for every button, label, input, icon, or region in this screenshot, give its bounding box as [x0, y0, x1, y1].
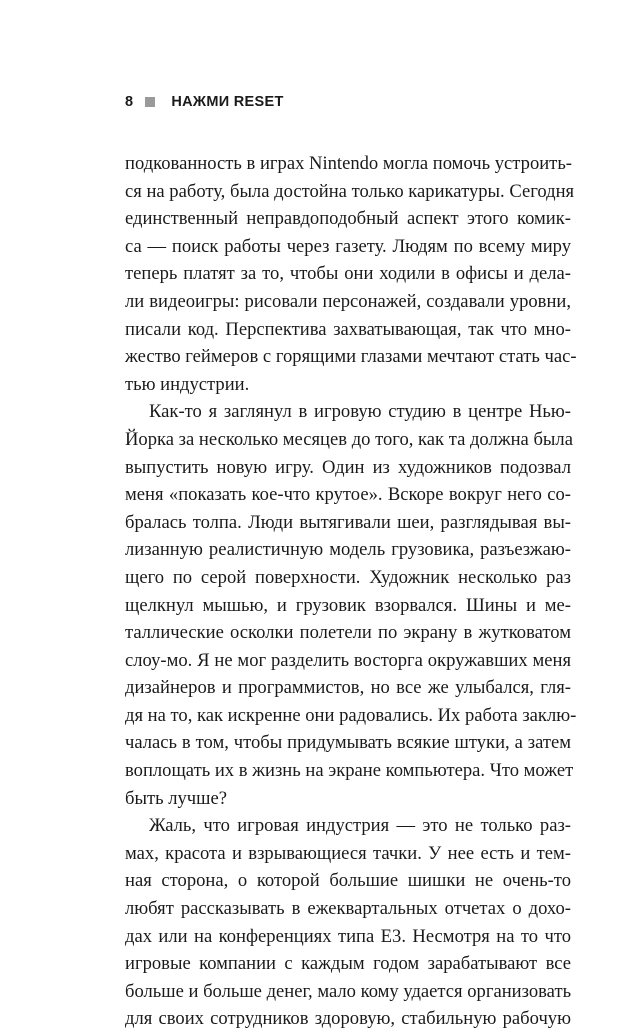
text-line: тью индустрии. [125, 373, 250, 395]
body-text [125, 150, 577, 1033]
text-line: писали код. Перспектива захватывающая, так что мно- [125, 318, 571, 340]
header-square-ornament [145, 97, 155, 107]
running-head [125, 92, 284, 112]
text-line: слоу-мо. Я не мог разделить восторга окружавших меня [125, 649, 571, 671]
text-line: дя на то, как искренне они радовались. Их работа заклю- [125, 704, 577, 726]
text-line: таллические осколки полетели по экрану в жутковатом [125, 622, 571, 644]
text-line: для своих сотрудников здоровую, стабильную рабочую [125, 1008, 571, 1030]
text-line: любят рассказывать в ежеквартальных отчетах о дохо- [125, 898, 571, 920]
page-number: 8 [125, 94, 134, 110]
text-line: чалась в том, чтобы придумывать всякие штуки, а затем [125, 732, 571, 754]
text-line: жество геймеров с горящими глазами мечтают стать час- [125, 346, 577, 368]
text-line: воплощать их в жизнь на экране компьютера. Что может [125, 760, 574, 782]
text-line: бралась толпа. Люди вытягивали шеи, разглядывая вы- [125, 511, 571, 533]
paragraph [125, 398, 577, 812]
text-line: щего по серой поверхности. Художник несколько раз [125, 566, 571, 588]
text-line: щелкнул мышью, и грузовик взорвался. Шины и ме- [125, 594, 571, 616]
text-line: выпустить новую игру. Один из художников подозвал [125, 456, 571, 478]
paragraph [125, 150, 577, 398]
text-line: дизайнеров и программистов, но все же улыбался, гля- [125, 677, 571, 699]
text-line: подкованность в играх Nintendo могла помочь устроить- [125, 153, 572, 174]
text-line: мах, красота и взрывающиеся тачки. У нее есть и тем- [125, 842, 571, 864]
text-line: Как-то я заглянул в игровую студию в центре Нью- [149, 401, 571, 423]
text-line: ная сторона, о которой большие шишки не очень-то [125, 870, 571, 892]
text-line: Йорка за несколько месяцев до того, как та должна была [125, 428, 573, 450]
text-line: больше и больше денег, мало кому удается организовать [125, 980, 572, 1002]
text-line: дах или на конференциях типа E3. Несмотря на то что [125, 925, 571, 947]
text-line: быть лучше? [125, 787, 227, 809]
text-line: меня «показать кое-что крутое». Вскоре вокруг него со- [125, 484, 571, 506]
text-line: ся на работу, была достойна только карикатуры. Сегодня [125, 180, 575, 202]
text-line: игровые компании с каждым годом зарабатывают все [125, 953, 571, 975]
text-line: ли видеоигры: рисовали персонажей, создавали уровни, [125, 290, 571, 312]
text-line: лизанную реалистичную модель грузовика, разъезжаю- [125, 539, 571, 561]
text-line: са — поиск работы через газету. Людям по всему миру [125, 235, 571, 257]
book-title: НАЖМИ RESET [171, 94, 284, 110]
text-line: единственный неправдоподобный аспект этого комик- [125, 208, 571, 230]
text-line: Жаль, что игровая индустрия — это не только раз- [149, 815, 571, 837]
text-line: теперь платят за то, чтобы они ходили в офисы и дела- [125, 263, 571, 285]
